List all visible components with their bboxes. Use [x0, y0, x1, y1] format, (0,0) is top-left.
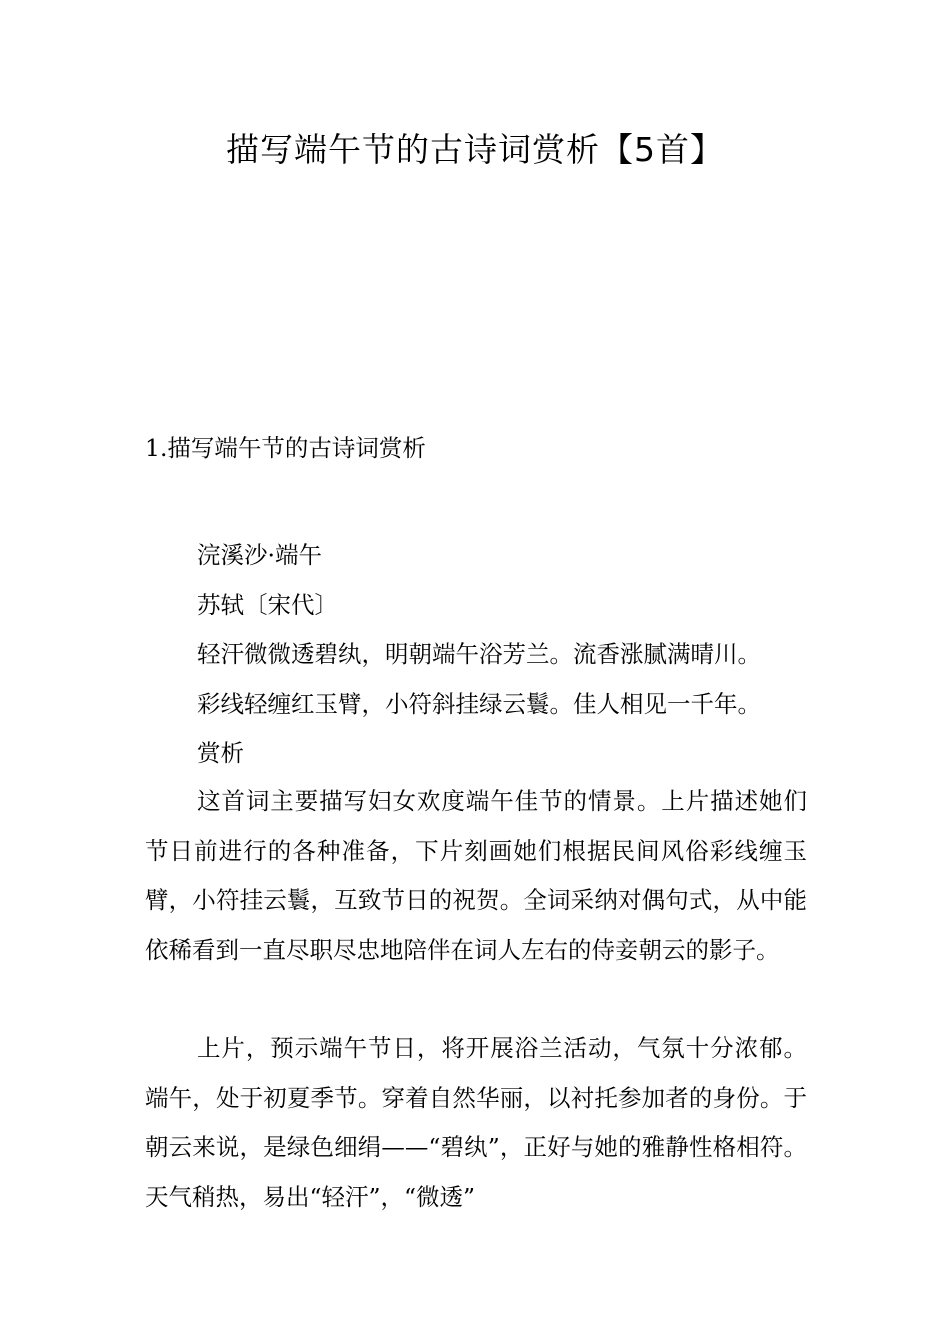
analysis-paragraph: 上片，预示端午节日，将开展浴兰活动，气氛十分浓郁。端午，处于初夏季节。穿着自然华丽，以衬托参加者的身份。于朝云来说，是绿色细绢——“碧纨”，正好与她的雅静性格相符。天气稍热，易出“轻汗”，“微透” [145, 1034, 807, 1211]
poem-line: 彩线轻缠红玉臂，小符斜挂绿云鬟。佳人相见一千年。 [197, 689, 761, 718]
poem-author: 苏轼〔宋代〕 [197, 590, 338, 619]
poem-line: 轻汗微微透碧纨，明朝端午浴芳兰。流香涨腻满晴川。 [197, 640, 761, 668]
document-title: 描写端午节的古诗词赏析【5首】 [226, 130, 724, 169]
analysis-paragraph: 这首词主要描写妇女欢度端午佳节的情景。上片描述她们节日前进行的各种准备，下片刻画她们根据民间风俗彩线缠玉臂，小符挂云鬟，互致节日的祝贺。全词采纳对偶句式，从中能依稀看到一直尽职尽忠地陪伴在词人左右的侍妾朝云的影子。 [145, 787, 807, 964]
section-heading: 1.描写端午节的古诗词赏析 [145, 434, 426, 462]
analysis-label: 赏析 [197, 739, 244, 767]
poem-title: 浣溪沙·端午 [197, 541, 322, 569]
poem-block [197, 531, 837, 779]
